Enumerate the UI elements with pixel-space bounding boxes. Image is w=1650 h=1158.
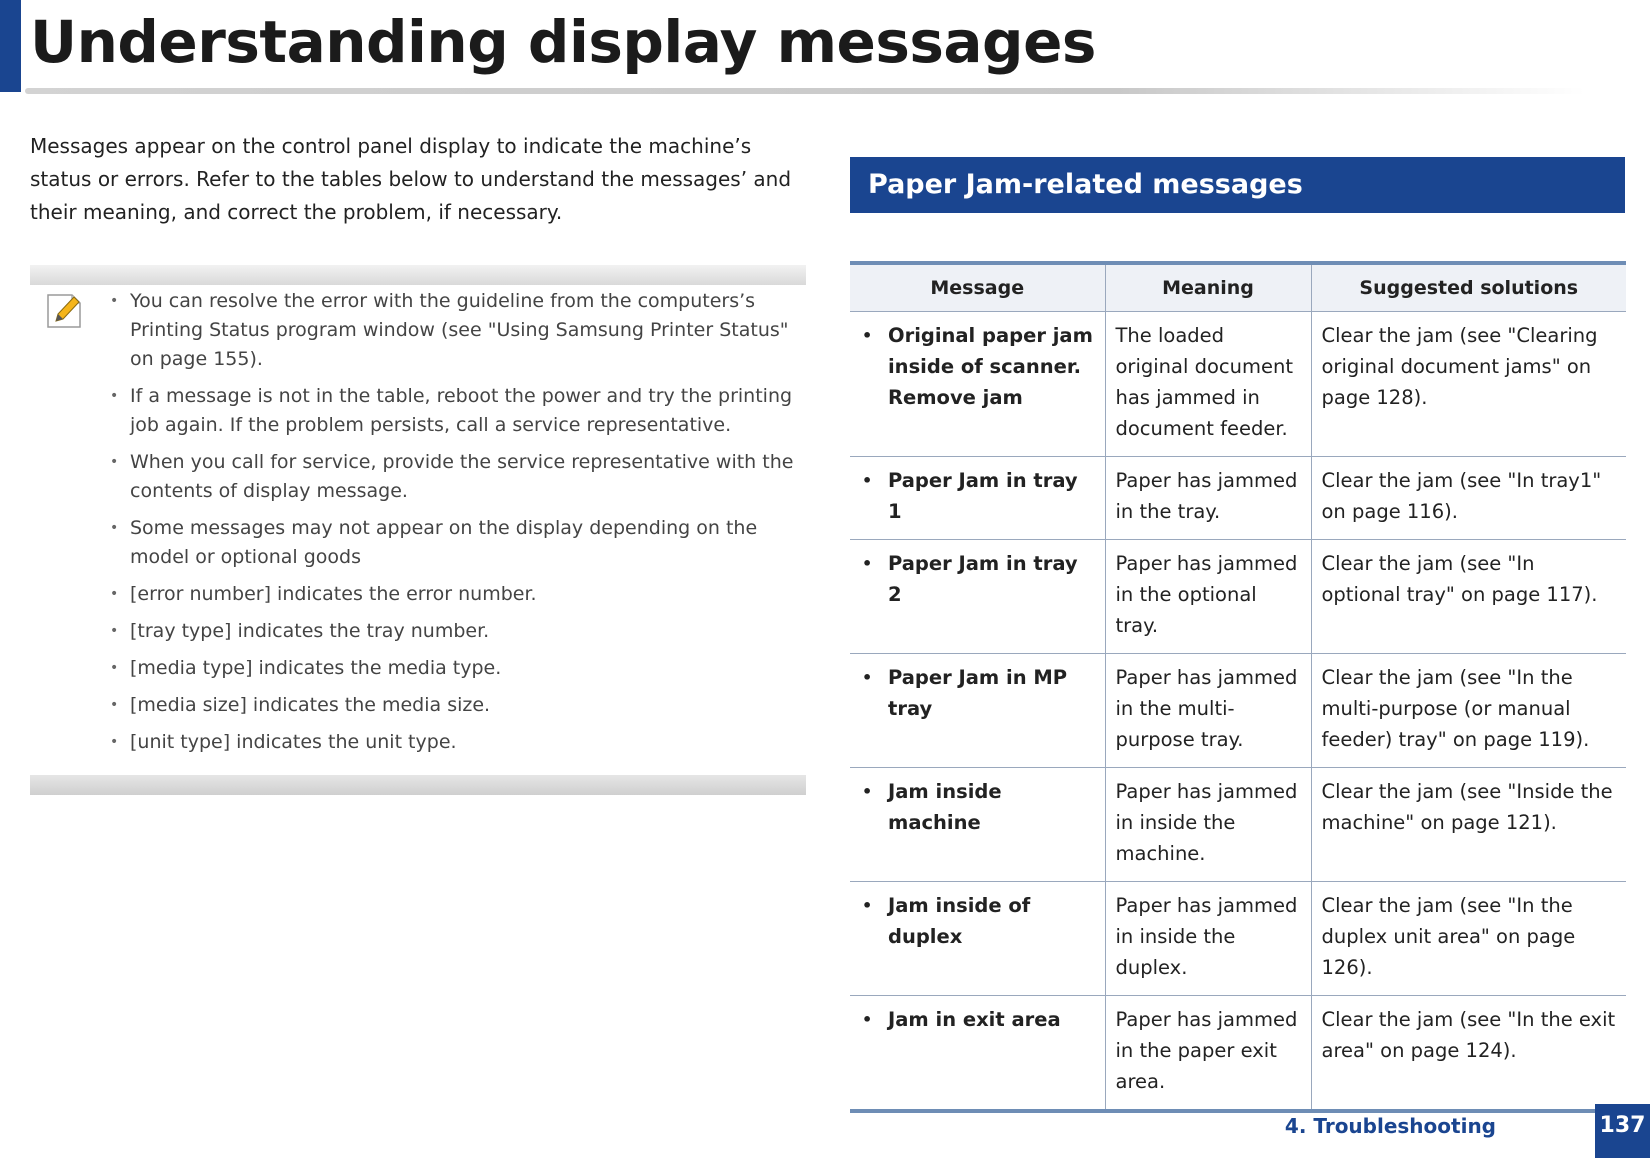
table-row xyxy=(850,312,1626,457)
meaning-cell: The loaded original document has jammed in document feeder. xyxy=(1105,312,1311,457)
table-header-row xyxy=(850,263,1626,312)
meaning-cell: Paper has jammed in the paper exit area. xyxy=(1105,996,1311,1112)
note-item: • [media type] indicates the media type. xyxy=(130,654,806,683)
message-cell: • Paper Jam in MP tray xyxy=(850,654,1105,768)
meaning-cell: Paper has jammed in inside the machine. xyxy=(1105,768,1311,882)
message-cell: • Jam in exit area xyxy=(850,996,1105,1112)
message-text: Jam inside of duplex xyxy=(888,894,1031,948)
solution-cell: Clear the jam (see "Clearing original document jams" on page 128). xyxy=(1311,312,1626,457)
table-row xyxy=(850,654,1626,768)
message-text: Paper Jam in tray 2 xyxy=(888,552,1078,606)
column-header-meaning: Meaning xyxy=(1105,263,1311,312)
message-text: Paper Jam in MP tray xyxy=(888,666,1068,720)
note-box xyxy=(30,265,806,795)
section-title: Paper Jam-related messages xyxy=(868,169,1303,200)
column-header-message: Message xyxy=(850,263,1105,312)
pencil-note-icon xyxy=(44,291,84,331)
note-item: • When you call for service, provide the service representative with the contents of display message. xyxy=(130,448,806,506)
meaning-cell: Paper has jammed in the multi-purpose tray. xyxy=(1105,654,1311,768)
table-row xyxy=(850,457,1626,540)
message-text: Jam in exit area xyxy=(888,1008,1061,1031)
table-row xyxy=(850,540,1626,654)
table-row xyxy=(850,882,1626,996)
note-item: • [error number] indicates the error number. xyxy=(130,580,806,609)
note-item: • If a message is not in the table, reboot the power and try the printing job again. If the problem persists, call a service representative. xyxy=(130,382,806,440)
solution-cell: Clear the jam (see "In tray1" on page 116). xyxy=(1311,457,1626,540)
message-cell: • Jam inside machine xyxy=(850,768,1105,882)
solution-cell: Clear the jam (see "Inside the machine" on page 121). xyxy=(1311,768,1626,882)
message-cell: • Jam inside of duplex xyxy=(850,882,1105,996)
message-cell: • Paper Jam in tray 2 xyxy=(850,540,1105,654)
messages-table xyxy=(850,261,1626,1113)
table-row xyxy=(850,768,1626,882)
intro-paragraph: Messages appear on the control panel display to indicate the machine’s status or errors. Refer to the tables below to understand the messages’ and their meaning, and correct the problem, if necessary. xyxy=(30,134,792,224)
column-header-solutions: Suggested solutions xyxy=(1311,263,1626,312)
note-bottom-band xyxy=(30,775,806,795)
table-row xyxy=(850,996,1626,1112)
solution-cell: Clear the jam (see "In the multi-purpose (or manual feeder) tray" on page 119). xyxy=(1311,654,1626,768)
meaning-cell: Paper has jammed in inside the duplex. xyxy=(1105,882,1311,996)
page-title: Understanding display messages xyxy=(30,8,1096,76)
note-item: • Some messages may not appear on the display depending on the model or optional goods xyxy=(130,514,806,572)
note-item: • [unit type] indicates the unit type. xyxy=(130,728,806,757)
solution-cell: Clear the jam (see "In the duplex unit area" on page 126). xyxy=(1311,882,1626,996)
note-item: • [media size] indicates the media size. xyxy=(130,691,806,720)
note-top-band xyxy=(30,265,806,285)
solution-cell: Clear the jam (see "In the exit area" on page 124). xyxy=(1311,996,1626,1112)
note-item: • You can resolve the error with the guideline from the computers’s Printing Status program window (see "Using Samsung Printer Status" on page 155). xyxy=(130,287,806,374)
title-accent-bar xyxy=(0,0,21,92)
note-list xyxy=(130,287,806,765)
solution-cell: Clear the jam (see "In optional tray" on page 117). xyxy=(1311,540,1626,654)
message-cell: • Original paper jam inside of scanner. Remove jam xyxy=(850,312,1105,457)
note-item: • [tray type] indicates the tray number. xyxy=(130,617,806,646)
message-text: Original paper jam inside of scanner. Remove jam xyxy=(888,324,1093,409)
section-header xyxy=(850,157,1625,213)
message-text: Jam inside machine xyxy=(888,780,1002,834)
footer-chapter-label: 4. Troubleshooting xyxy=(1284,1114,1496,1138)
message-text: Paper Jam in tray 1 xyxy=(888,469,1078,523)
meaning-cell: Paper has jammed in the optional tray. xyxy=(1105,540,1311,654)
message-cell: • Paper Jam in tray 1 xyxy=(850,457,1105,540)
title-underline xyxy=(25,88,1585,94)
meaning-cell: Paper has jammed in the tray. xyxy=(1105,457,1311,540)
page-number: 137 xyxy=(1595,1104,1650,1158)
